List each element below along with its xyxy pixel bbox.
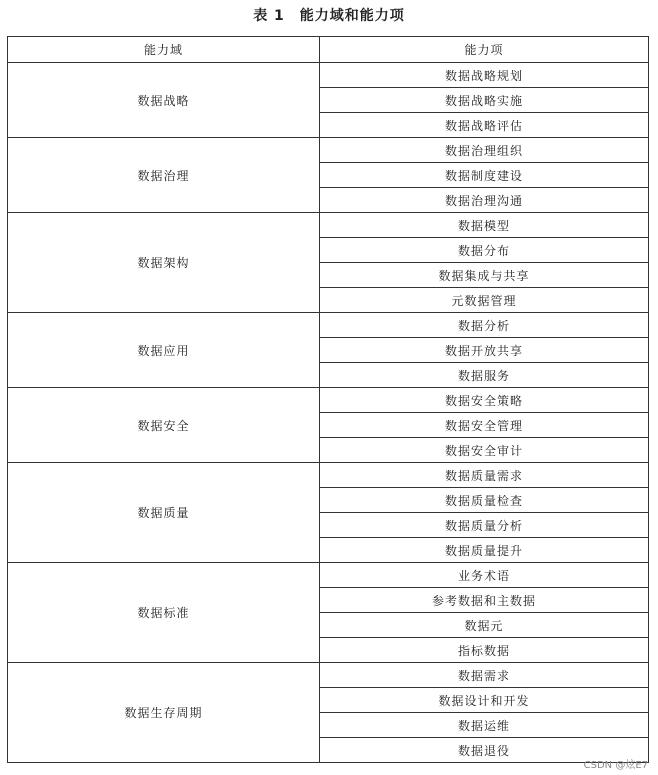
item-cell: 参考数据和主数据: [320, 588, 649, 613]
item-cell: 数据战略规划: [320, 63, 649, 88]
item-cell: 数据质量需求: [320, 463, 649, 488]
domain-cell: 数据战略: [8, 63, 320, 138]
domain-cell: 数据安全: [8, 388, 320, 463]
item-cell: 数据设计和开发: [320, 688, 649, 713]
item-cell: 数据质量检查: [320, 488, 649, 513]
item-cell: 数据分布: [320, 238, 649, 263]
domain-cell: 数据生存周期: [8, 663, 320, 763]
table-row: [8, 388, 649, 413]
header-domain: 能力域: [8, 37, 320, 63]
table-row: [8, 563, 649, 588]
table-row: [8, 663, 649, 688]
item-cell: 数据质量分析: [320, 513, 649, 538]
item-cell: 数据需求: [320, 663, 649, 688]
table-row: [8, 213, 649, 238]
domain-cell: 数据标准: [8, 563, 320, 663]
domain-cell: 数据治理: [8, 138, 320, 213]
item-cell: 数据运维: [320, 713, 649, 738]
item-cell: 数据安全管理: [320, 413, 649, 438]
item-cell: 数据质量提升: [320, 538, 649, 563]
table-row: [8, 463, 649, 488]
item-cell: 数据开放共享: [320, 338, 649, 363]
item-cell: 指标数据: [320, 638, 649, 663]
domain-cell: 数据质量: [8, 463, 320, 563]
domain-cell: 数据应用: [8, 313, 320, 388]
table-row: [8, 313, 649, 338]
item-cell: 数据安全策略: [320, 388, 649, 413]
item-cell: 数据治理沟通: [320, 188, 649, 213]
table-row: [8, 138, 649, 163]
item-cell: 数据战略实施: [320, 88, 649, 113]
item-cell: 数据服务: [320, 363, 649, 388]
domain-cell: 数据架构: [8, 213, 320, 313]
item-cell: 数据战略评估: [320, 113, 649, 138]
table-body: [8, 63, 649, 763]
item-cell: 数据元: [320, 613, 649, 638]
table-row: [8, 63, 649, 88]
item-cell: 业务术语: [320, 563, 649, 588]
header-row: [8, 37, 649, 63]
item-cell: 数据治理组织: [320, 138, 649, 163]
item-cell: 数据安全审计: [320, 438, 649, 463]
item-cell: 数据制度建设: [320, 163, 649, 188]
item-cell: 数据分析: [320, 313, 649, 338]
table-title: 表 1 能力域和能力项: [253, 8, 405, 24]
item-cell: 元数据管理: [320, 288, 649, 313]
watermark: CSDN @炫E7: [583, 760, 648, 771]
capability-table: [7, 36, 649, 763]
item-cell: 数据退役: [320, 738, 649, 763]
item-cell: 数据模型: [320, 213, 649, 238]
header-item: 能力项: [320, 37, 649, 63]
item-cell: 数据集成与共享: [320, 263, 649, 288]
